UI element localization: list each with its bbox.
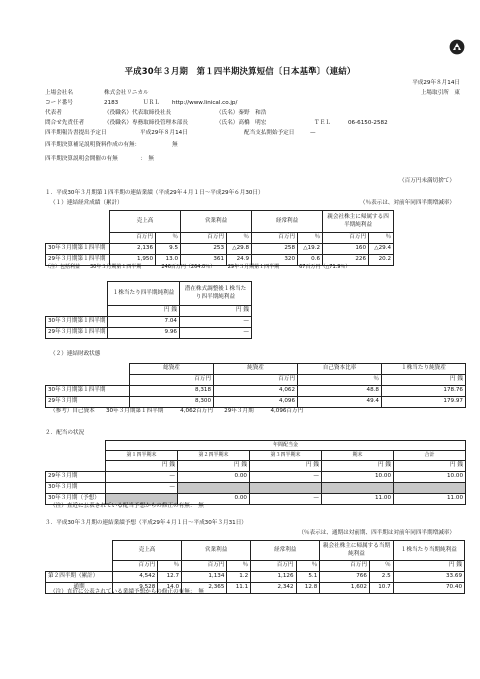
unit: 百万円 xyxy=(130,375,214,386)
cell: 179.97 xyxy=(382,397,466,408)
supp-label: 四半期決算補足説明資料作成の有無： xyxy=(45,142,141,148)
dividend-table xyxy=(45,440,466,505)
col-header-q3: 第３四半期末 xyxy=(250,451,322,461)
dividend-date-value: — xyxy=(310,130,316,136)
cell: 226 xyxy=(323,255,369,266)
unit: 円 銭 xyxy=(382,375,466,386)
company-label: 上場会社名 xyxy=(45,90,73,96)
row-label: 30年３月期 xyxy=(46,483,106,494)
section3-title: ３．平成30年３月期の連結業績予想（平成29年４月１日～平成30年３月31日） xyxy=(45,520,247,526)
table-row xyxy=(46,483,466,494)
tel-label: ＴＥＬ xyxy=(314,120,331,126)
code-value: 2183 xyxy=(104,100,119,106)
unit: ％ xyxy=(158,561,182,572)
unit: 円 銭 xyxy=(250,461,322,472)
document-title: 平成30年３月期 第１四半期決算短信〔日本基準〕（連結） xyxy=(124,66,356,76)
cell: — xyxy=(106,472,178,483)
report-date-value: 平成29年８月14日 xyxy=(140,130,188,136)
cell: 12.7 xyxy=(158,572,182,583)
cell: 320 xyxy=(252,255,298,266)
cell: 2.5 xyxy=(369,572,393,583)
table-row xyxy=(46,317,324,328)
col-header-sales: 売上高 xyxy=(110,211,181,233)
section1-sub1-note: （％表示は、対前年同四半期増減率） xyxy=(359,200,455,206)
cell: 9,528 xyxy=(112,583,157,594)
row-label: 29年３月期第１四半期 xyxy=(46,328,108,339)
cell: 253 xyxy=(181,244,227,255)
unit: 百万円 xyxy=(320,561,370,572)
comprehensive-income-note: （注）包括利益 30年３月期第１四半期 246百万円（264.0％） 29年３月期第１四半期 67百万円（△71.9％） xyxy=(45,264,351,270)
cell: 9.5 xyxy=(156,244,181,255)
cell: 11.00 xyxy=(394,494,466,505)
unit: 百万円 xyxy=(181,233,227,244)
unit: 百万円 xyxy=(252,233,298,244)
cell: 4,062 xyxy=(214,386,298,397)
unit: 百万円 xyxy=(251,561,296,572)
unit: ％ xyxy=(298,375,382,386)
col-header-bps: １株当たり純資産 xyxy=(382,364,466,375)
unit: ％ xyxy=(296,561,320,572)
col-header-q2: 第２四半期末 xyxy=(178,451,250,461)
cell: 0.6 xyxy=(298,255,323,266)
unit: ％ xyxy=(369,233,394,244)
col-header-net-income: 親会社株主に帰属する当期純利益 xyxy=(320,541,393,561)
row-label: 29年３月期 xyxy=(46,472,106,483)
row-label: 30年３月期第１四半期 xyxy=(46,317,108,328)
eps-table xyxy=(45,281,324,339)
unit: ％ xyxy=(227,561,251,572)
cell: 0.00 xyxy=(178,472,250,483)
col-header-q1: 第１四半期末 xyxy=(106,451,178,461)
cell: — xyxy=(250,494,322,505)
cell: 10.7 xyxy=(369,583,393,594)
col-header-diluted-eps: 潜在株式調整後１株当たり四半期純利益 xyxy=(180,282,252,306)
col-header-eps: １株当たり当期純利益 xyxy=(393,541,464,561)
cell: 24.9 xyxy=(227,255,252,266)
cell: 8,300 xyxy=(130,397,214,408)
url-value[interactable]: http://www.linical.co.jp/ xyxy=(172,100,238,106)
cell: 10.00 xyxy=(322,472,394,483)
forecast-note: （注）直近に公表されている業績予想からの修正の有無： 無 xyxy=(50,589,204,595)
section1-sub2: （２）連結財政状態 xyxy=(50,351,101,357)
cell: — xyxy=(106,483,178,494)
shaded-cell xyxy=(178,483,250,494)
unit: 百万円 xyxy=(112,561,157,572)
row-label: 通期 xyxy=(46,583,113,594)
company-value: 株式会社リニカル xyxy=(104,90,149,96)
cell: 8,318 xyxy=(130,386,214,397)
unit: 円 銭 xyxy=(106,461,178,472)
report-date: 平成29年８月14日 xyxy=(412,80,460,86)
table-row xyxy=(46,397,466,408)
unit: ％ xyxy=(156,233,181,244)
cell: 70.40 xyxy=(393,583,464,594)
unit: ％ xyxy=(227,233,252,244)
cell: 178.76 xyxy=(382,386,466,397)
col-header-total-assets: 総資産 xyxy=(130,364,214,375)
meeting-label: 四半期決算説明会開催の有無 xyxy=(45,156,118,162)
table-row xyxy=(46,244,466,255)
cell: △19.2 xyxy=(298,244,323,255)
cell: 361 xyxy=(181,255,227,266)
contact-label: 問合せ先責任者 xyxy=(45,120,85,126)
cell: 14.0 xyxy=(158,583,182,594)
supp-value: 無 xyxy=(172,142,178,148)
equity-note: （参考）自己資本 30年３月期第１四半期 4,062百万円 29年３月期 4,096百万円 xyxy=(50,408,304,414)
section2-title: ２．配当の状況 xyxy=(45,430,85,436)
unit: 円 銭 xyxy=(108,306,180,317)
exchange: 上場取引所 東 xyxy=(420,90,460,96)
operating-results-table xyxy=(45,210,466,266)
cell: 2,136 xyxy=(110,244,156,255)
cell: — xyxy=(250,472,322,483)
unit: 円 銭 xyxy=(178,461,250,472)
cell: 1,602 xyxy=(320,583,370,594)
cell: 258 xyxy=(252,244,298,255)
col-header-eps: １株当たり四半期純利益 xyxy=(108,282,180,306)
url-label: ＵＲＬ xyxy=(143,100,160,106)
cell: 9.96 xyxy=(108,328,180,339)
unit: 百万円 xyxy=(323,233,369,244)
unit: 百万円 xyxy=(182,561,227,572)
row-label: 30年３月期第１四半期 xyxy=(46,386,130,397)
table-row xyxy=(46,328,324,339)
cell: 160 xyxy=(323,244,369,255)
cell: 4,096 xyxy=(214,397,298,408)
cell: 0.00 xyxy=(178,494,250,505)
unit: 百万円 xyxy=(214,375,298,386)
cell: 5.1 xyxy=(296,572,320,583)
cell: 2,342 xyxy=(251,583,296,594)
code-label: コード番号 xyxy=(45,100,73,106)
cell: 10.00 xyxy=(394,472,466,483)
table-row xyxy=(46,472,466,483)
rep-label: 代表者 xyxy=(45,110,62,116)
cell: 48.8 xyxy=(298,386,382,397)
shaded-cell xyxy=(394,483,466,494)
col-header-sales: 売上高 xyxy=(112,541,181,561)
cell: 7.04 xyxy=(108,317,180,328)
unit: 円 銭 xyxy=(322,461,394,472)
section3-note-top: （％表示は、通期は対前期、四半期は対前年同四半期増減率） xyxy=(298,530,455,536)
cell: — xyxy=(180,317,252,328)
dividend-date-label: 配当支払開始予定日 xyxy=(244,130,295,136)
cell: 766 xyxy=(320,572,370,583)
cell: 20.2 xyxy=(369,255,394,266)
unit: ％ xyxy=(298,233,323,244)
col-header-ord-income: 経常利益 xyxy=(251,541,320,561)
col-header-net-income: 親会社株主に帰属する四半期純利益 xyxy=(323,211,394,233)
cell: 1,950 xyxy=(110,255,156,266)
row-label: 30年３月期（予想） xyxy=(46,494,106,505)
cell: 1,134 xyxy=(182,572,227,583)
financial-position-table xyxy=(45,363,466,408)
cell: 13.0 xyxy=(156,255,181,266)
row-label: 30年３月期第１四半期 xyxy=(46,244,110,255)
section1-title: １．平成30年３月期第１四半期の連結業績（平成29年４月１日～平成29年６月30日） xyxy=(45,190,264,196)
cell: 49.4 xyxy=(298,397,382,408)
report-date-label: 四半期報告書提出予定日 xyxy=(45,130,107,136)
col-header-ord-income: 経常利益 xyxy=(252,211,323,233)
contact-role: （役職名）専務取締役管理本部長 xyxy=(104,120,188,126)
cell: 33.69 xyxy=(393,572,464,583)
cell: △29.8 xyxy=(227,244,252,255)
unit: 百万円 xyxy=(110,233,156,244)
unit: 円 銭 xyxy=(394,461,466,472)
table-row xyxy=(46,572,465,583)
col-header-equity-ratio: 自己資本比率 xyxy=(298,364,382,375)
col-header-total: 合計 xyxy=(394,451,466,461)
cell: △29.4 xyxy=(369,244,394,255)
dividend-note: （注）直近に公表されている配当予想からの修正の有無： 無 xyxy=(50,503,204,509)
dividend-group-header: 年間配当金 xyxy=(106,441,466,451)
cell: 1.2 xyxy=(227,572,251,583)
cell: 4,542 xyxy=(112,572,157,583)
col-header-year-end: 期末 xyxy=(322,451,394,461)
table-row xyxy=(46,386,466,397)
row-label: 29年３月期 xyxy=(46,397,130,408)
unit: 円 銭 xyxy=(393,561,464,572)
row-label: 第２四半期（累計） xyxy=(46,572,113,583)
rounding-note: （百万円未満切捨て） xyxy=(399,178,455,184)
cell: 12.8 xyxy=(296,583,320,594)
cell: 2,365 xyxy=(182,583,227,594)
cell: 11.1 xyxy=(227,583,251,594)
row-label: 29年３月期第１四半期 xyxy=(46,255,110,266)
col-header-op-income: 営業利益 xyxy=(182,541,251,561)
cell: 11.00 xyxy=(322,494,394,505)
unit: 円 銭 xyxy=(180,306,252,317)
section1-sub1: （１）連結経営成績（累計） xyxy=(50,200,123,206)
rep-role: （役職名）代表取締役社長 xyxy=(104,110,172,116)
tel-value: 06-6150-2582 xyxy=(348,120,388,126)
contact-name: （氏名）高橋 明宏 xyxy=(216,120,267,126)
cell: — xyxy=(180,328,252,339)
forecast-table xyxy=(45,540,465,594)
meeting-value: ： 無 xyxy=(140,156,154,162)
shaded-cell xyxy=(250,483,322,494)
cell: 1,126 xyxy=(251,572,296,583)
col-header-op-income: 営業利益 xyxy=(181,211,252,233)
shaded-cell xyxy=(322,483,394,494)
col-header-net-assets: 純資産 xyxy=(214,364,298,375)
unit: ％ xyxy=(369,561,393,572)
company-logo xyxy=(449,39,465,55)
rep-name: （氏名）秦野 和浩 xyxy=(216,110,267,116)
